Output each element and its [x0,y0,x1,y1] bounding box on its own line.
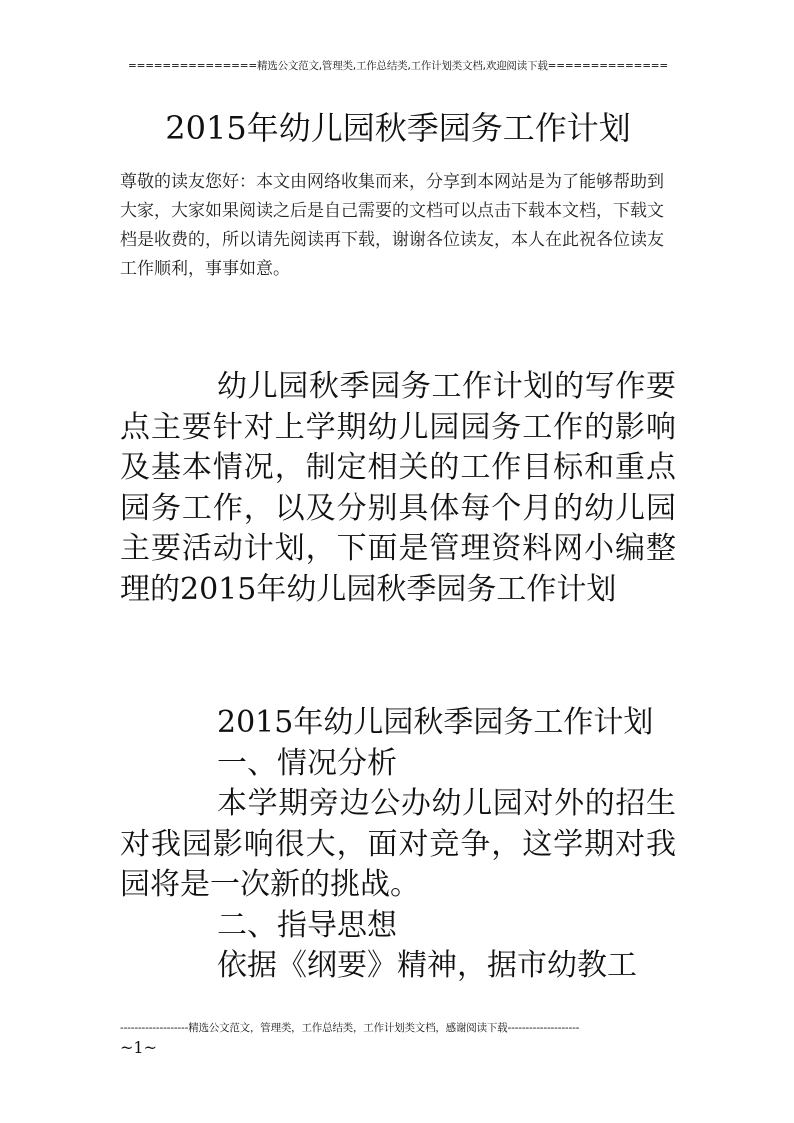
reader-notice: 尊敬的读友您好：本文由网络收集而来，分享到本网站是为了能够帮助到大家，大家如果阅读之后是自己需要的文档可以点击下载本文档，下载文档是收费的，所以请先阅读再下载，谢谢各位读友，本人在此祝各位读友工作顺利，事事如意。 [120,172,664,279]
document-title: 2015年幼儿园秋季园务工作计划 [165,109,631,147]
page-header: ===============精选公文范文,管理类,工作总结类,工作计划类文档,欢迎阅读下载============== [128,60,668,72]
plan-section [120,703,676,987]
part1-title: 一、情况分析 [217,745,397,781]
intro-paragraph: 幼儿园秋季园务工作计划的写作要点主要针对上学期幼儿园园务工作的影响及基本情况，制定相关的工作目标和重点园务工作，以及分别具体每个月的幼儿园主要活动计划，下面是管理资料网小编整理的2015年幼儿园秋季园务工作计划 [120,369,676,607]
section-heading: 2015年幼儿园秋季园务工作计划 [217,705,654,740]
part2-title: 二、指导思想 [217,907,397,943]
part2-text: 依据《纲要》精神，据市幼教工 [217,948,637,983]
page-number: ~1~ [120,1038,157,1057]
part1-text: 本学期旁边公办幼儿园对外的招生对我园影响很大，面对竞争，这学期对我园将是一次新的挑战。 [120,786,676,902]
page-footer: -------------------精选公文范文，管理类，工作总结类，工作计划类文档，感谢阅读下载-------------------- [120,1022,580,1034]
